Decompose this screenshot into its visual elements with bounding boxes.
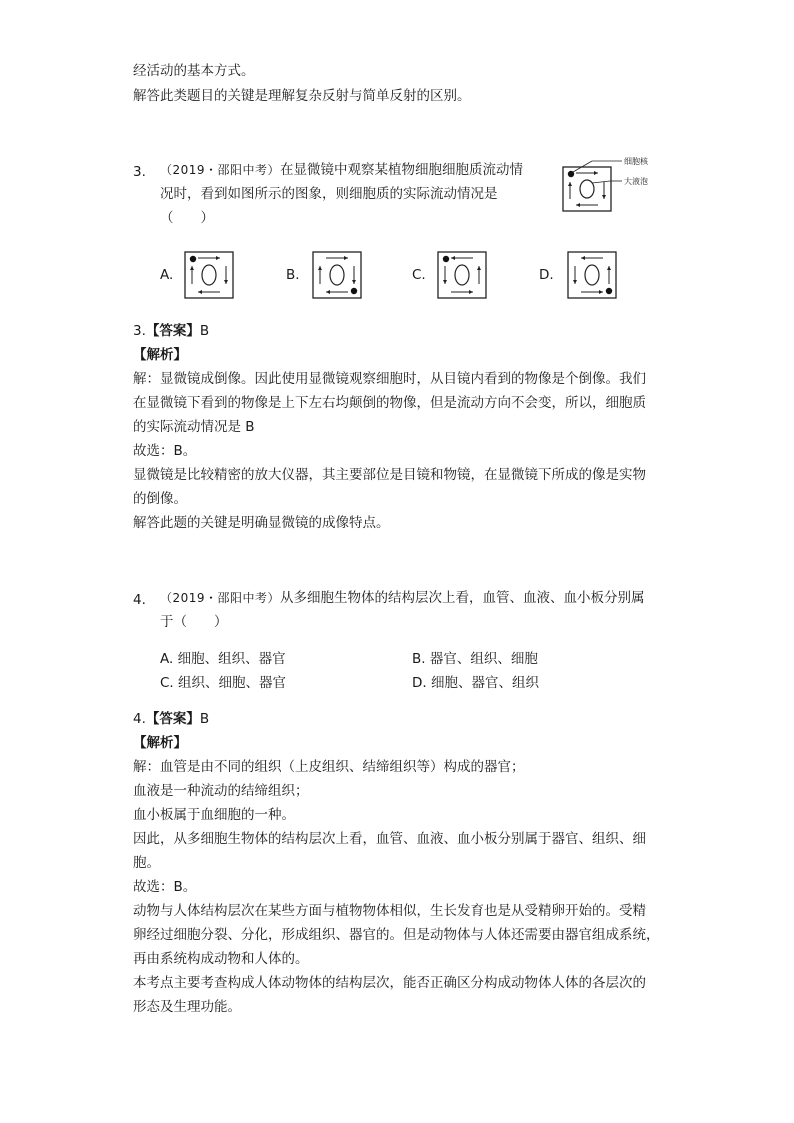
q4-analysis-line: 胞。 xyxy=(133,855,160,871)
q4-analysis-line: 再由系统构成动物和人体的。 xyxy=(133,951,309,967)
q3-option-a-label: A. xyxy=(160,267,174,283)
q4-analysis-line: 血液是一种流动的结缔组织； xyxy=(133,783,309,799)
q4-analysis-line: 血小板属于血细胞的一种。 xyxy=(133,807,295,823)
q4-answer-num: 4. xyxy=(133,711,146,727)
q3-option-b-figure xyxy=(311,250,363,300)
q4-stem-line-2: 于（ ） xyxy=(160,614,228,630)
q4-answer xyxy=(133,707,209,731)
q3-number: 3. xyxy=(133,164,146,180)
q4-option-c-text: 组织、细胞、器官 xyxy=(178,675,287,691)
q4-option-c xyxy=(160,671,286,695)
q3-stem-line-2: 况时，看到如图所示的图象，则细胞质的实际流动情况是 xyxy=(160,186,498,202)
q4-option-d-label: D. xyxy=(412,675,427,691)
intro-line-1: 经活动的基本方式。 xyxy=(133,63,255,79)
q3-stem-line-1 xyxy=(160,158,523,182)
q3-source: （2019・邵阳中考） xyxy=(160,163,281,177)
q3-option-c-figure xyxy=(436,250,488,300)
q4-option-d xyxy=(412,671,539,695)
q4-source: （2019・邵阳中考） xyxy=(160,591,281,605)
q4-option-d-text: 细胞、器官、组织 xyxy=(430,675,539,691)
q3-analysis-tag: 【解析】 xyxy=(133,347,187,363)
q3-stem-text-1: 在显微镜中观察某植物细胞细胞质流动情 xyxy=(280,162,524,178)
q3-answer xyxy=(133,319,209,343)
q3-answer-tag: 【答案】 xyxy=(145,323,200,339)
label-vacuole: 大液泡 xyxy=(624,177,648,186)
q3-option-a-figure xyxy=(183,250,235,300)
q4-option-a-label: A. xyxy=(160,651,174,667)
q3-analysis-line: 解：显微镜成倒像。因此使用显微镜观察细胞时，从目镜内看到的物像是个倒像。我们 xyxy=(133,371,646,387)
q4-option-b-text: 器官、组织、细胞 xyxy=(429,651,538,667)
q4-analysis-line: 形态及生理功能。 xyxy=(133,999,241,1015)
q4-option-c-label: C. xyxy=(160,675,174,691)
q4-option-a xyxy=(160,647,286,671)
q4-analysis-tag: 【解析】 xyxy=(133,735,187,751)
q3-analysis-line: 的倒像。 xyxy=(133,491,187,507)
q3-analysis-line: 在显微镜下看到的物像是上下左右均颠倒的物像，但是流动方向不会变，所以，细胞质 xyxy=(133,395,646,411)
q3-option-d-figure xyxy=(566,250,618,300)
q3-analysis-line: 解答此题的关键是明确显微镜的成像特点。 xyxy=(133,515,390,531)
q4-option-a-text: 细胞、组织、器官 xyxy=(177,651,286,667)
q4-answer-value: B xyxy=(199,711,210,727)
q4-option-b-label: B. xyxy=(412,651,426,667)
q3-analysis-line: 显微镜是比较精密的放大仪器，其主要部位是目镜和物镜，在显微镜下所成的像是实物 xyxy=(133,467,646,483)
q3-answer-value: B xyxy=(199,323,210,339)
q3-analysis-line: 的实际流动情况是 B xyxy=(133,419,255,435)
q3-reference-figure xyxy=(560,155,680,217)
q4-option-b xyxy=(412,647,538,671)
q3-blank: （ ） xyxy=(160,210,214,226)
q4-analysis-line: 因此，从多细胞生物体的结构层次上看，血管、血液、血小板分别属于器官、组织、细 xyxy=(133,831,646,847)
q3-option-d-label: D. xyxy=(539,267,554,283)
q3-analysis-line: 故选：B。 xyxy=(133,443,197,459)
intro-line-2: 解答此类题目的关键是理解复杂反射与简单反射的区别。 xyxy=(133,88,471,104)
q4-stem-line-1 xyxy=(160,586,645,610)
q4-stem-text-1: 从多细胞生物体的结构层次上看，血管、血液、血小板分别属 xyxy=(280,590,645,606)
q3-option-c-label: C. xyxy=(412,267,426,283)
q4-analysis-line: 本考点主要考查构成人体动物体的结构层次，能否正确区分构成动物体人体的各层次的 xyxy=(133,975,646,991)
q4-number: 4. xyxy=(133,592,146,608)
q4-analysis-line: 动物与人体结构层次在某些方面与植物物体相似，生长发育也是从受精卵开始的。受精 xyxy=(133,903,646,919)
q4-analysis-line: 解：血管是由不同的组织（上皮组织、结缔组织等）构成的器官； xyxy=(133,759,525,775)
q3-option-b-label: B. xyxy=(286,267,300,283)
label-nucleus: 细胞核 xyxy=(624,157,648,166)
q4-answer-tag: 【答案】 xyxy=(145,711,200,727)
q4-analysis-line: 卵经过细胞分裂、分化，形成组织、器官的。但是动物体与人体还需要由器官组成系统， xyxy=(133,927,660,943)
q3-answer-num: 3. xyxy=(133,323,146,339)
q4-analysis-line: 故选：B。 xyxy=(133,879,197,895)
